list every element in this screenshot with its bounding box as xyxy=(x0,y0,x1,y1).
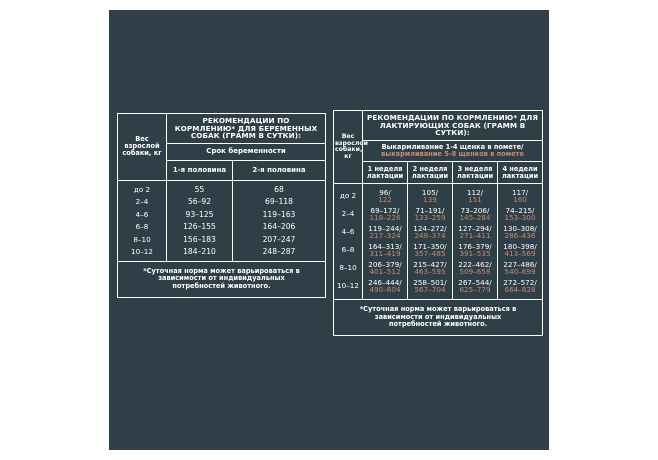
value-cell: 124–272/ 248–374 xyxy=(413,223,447,240)
week-2-values xyxy=(408,184,453,300)
value-cell: 112/ 151 xyxy=(466,187,484,204)
weight-column-header: Вес взрослой собаки, кг xyxy=(118,114,167,181)
weight-list xyxy=(334,184,363,300)
value-cell: 215–427/ 463–595 xyxy=(413,259,447,276)
pregnant-title: РЕКОМЕНДАЦИИ ПО КОРМЛЕНИЮ* ДЛЯ БЕРЕМЕННЫХ СОБАК (ГРАММ В СУТКИ): xyxy=(167,114,326,144)
value-cell: 180–398/ 413–569 xyxy=(503,241,537,258)
value-cell: 93–125 xyxy=(185,209,214,219)
weight-cell: 8–10 xyxy=(339,263,357,273)
week-1-header: 1 неделя лактации xyxy=(363,162,408,184)
weight-list xyxy=(118,180,167,261)
value-cell: 267–544/ 625–779 xyxy=(458,277,492,294)
value-cell: 207–247 xyxy=(262,234,296,244)
litter-size-header xyxy=(363,141,543,162)
second-half-values xyxy=(233,180,326,261)
value-cell: 69–172/ 118–226 xyxy=(369,205,401,222)
pregnancy-period-header: Срок беременности xyxy=(167,143,326,160)
value-cell: 258–501/ 567–704 xyxy=(413,277,447,294)
value-cell: 130–308/ 286–436 xyxy=(503,223,537,240)
weight-cell: 2–4 xyxy=(341,209,355,219)
week-4-values xyxy=(498,184,543,300)
weight-cell: 6–8 xyxy=(135,222,149,232)
value-cell: 68 xyxy=(274,184,284,194)
pregnant-footnote: *Суточная норма может варьироваться в зависимости от индивидуальных потребностей животного. xyxy=(118,261,326,297)
value-cell: 127–294/ 271–411 xyxy=(458,223,492,240)
weight-cell: 10–12 xyxy=(131,247,153,257)
lactating-title: РЕКОМЕНДАЦИИ ПО КОРМЛЕНИЮ* ДЛЯ ЛАКТИРУЮЩИХ СОБАК (ГРАММ В СУТКИ): xyxy=(363,111,543,141)
weight-cell: 10–12 xyxy=(337,281,359,291)
value-cell: 246–444/ 490–604 xyxy=(368,277,402,294)
value-cell: 73–206/ 145–284 xyxy=(459,205,491,222)
week-3-header: 3 неделя лактации xyxy=(453,162,498,184)
weight-cell: 4–6 xyxy=(341,227,355,237)
value-cell: 105/ 139 xyxy=(421,187,439,204)
value-cell: 164–313/ 311–419 xyxy=(368,241,402,258)
value-cell: 96/ 122 xyxy=(378,187,392,204)
second-half-header: 2-я половина xyxy=(233,160,326,180)
value-cell: 222–462/ 509–658 xyxy=(458,259,492,276)
value-cell: 176–379/ 391–535 xyxy=(458,241,492,258)
litter-5-8-label: выкармливание 5-8 щенков в помете xyxy=(381,150,524,158)
week-1-values xyxy=(363,184,408,300)
weight-cell: до 2 xyxy=(133,184,151,194)
value-cell: 55 xyxy=(194,184,205,194)
value-cell: 117/ 160 xyxy=(511,187,529,204)
first-half-header: 1-я половина xyxy=(167,160,233,180)
value-cell: 126–155 xyxy=(183,222,216,232)
value-cell: 206–379/ 401–512 xyxy=(368,259,402,276)
weight-cell: 6–8 xyxy=(341,245,355,255)
value-cell: 56–92 xyxy=(187,197,212,207)
litter-1-4-label: Выкармливание 1-4 щенка в помете/ xyxy=(381,143,524,152)
weight-cell: до 2 xyxy=(339,191,357,201)
value-cell: 69–118 xyxy=(265,197,293,207)
value-cell: 184–210 xyxy=(183,247,216,257)
value-cell: 171–350/ 357–485 xyxy=(413,241,447,258)
value-cell: 227–486/ 540–699 xyxy=(503,259,537,276)
value-cell: 272–572/ 664–828 xyxy=(503,277,537,294)
value-cell: 164–206 xyxy=(262,222,296,232)
value-cell: 156–183 xyxy=(183,234,216,244)
weight-column-header: Вес взрослой собаки, кг xyxy=(334,111,363,184)
first-half-values xyxy=(167,180,233,261)
lactating-feeding-table xyxy=(333,110,543,336)
week-3-values xyxy=(453,184,498,300)
weight-cell: 4–6 xyxy=(135,209,149,219)
value-cell: 119–163 xyxy=(262,209,296,219)
weight-cell: 8–10 xyxy=(133,234,151,244)
value-cell: 248–287 xyxy=(262,247,296,257)
value-cell: 74–215/ 153–300 xyxy=(504,205,536,222)
weight-cell: 2–4 xyxy=(135,197,149,207)
week-2-header: 2 неделя лактации xyxy=(408,162,453,184)
value-cell: 71–191/ 133–259 xyxy=(414,205,446,222)
pregnant-feeding-table xyxy=(117,113,326,298)
value-cell: 119–244/ 217–324 xyxy=(368,223,402,240)
lactating-footnote: *Суточная норма может варьироваться в зависимости от индивидуальных потребностей животного. xyxy=(334,300,543,336)
week-4-header: 4 недели лактации xyxy=(498,162,543,184)
